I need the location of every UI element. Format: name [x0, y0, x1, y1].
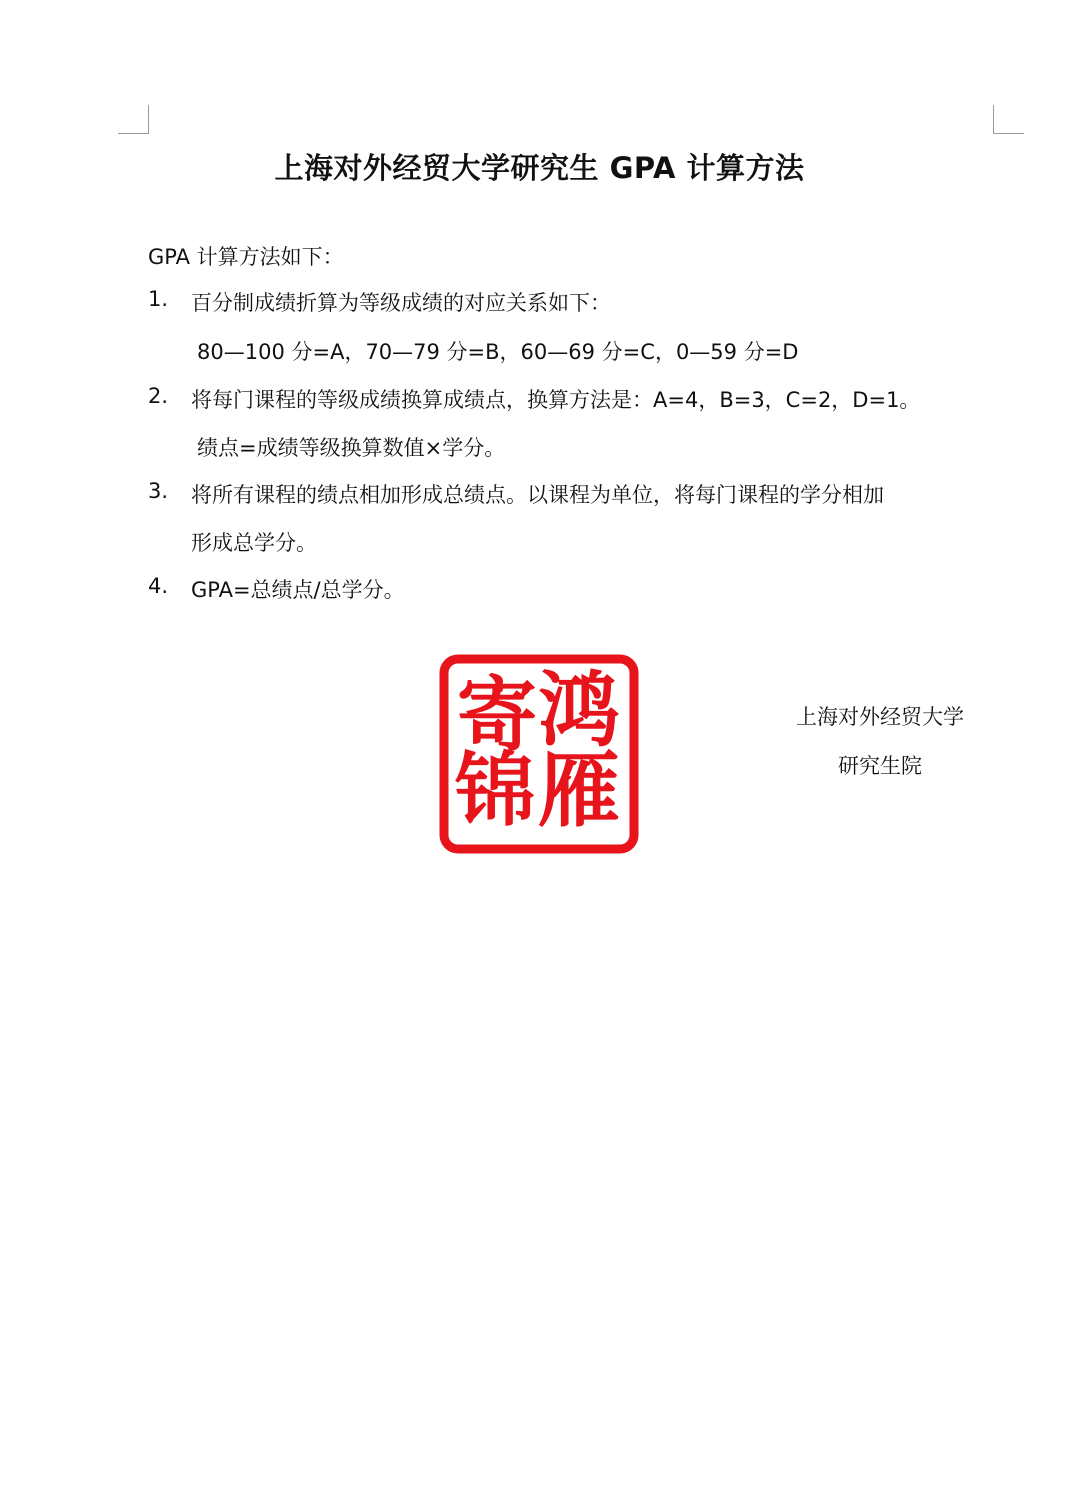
list-item-number: 4.	[148, 574, 169, 598]
seal-character-top-left: 寄	[457, 667, 537, 762]
list-item-line: 百分制成绩折算为等级成绩的对应关系如下：	[191, 291, 611, 315]
list-item-number: 1.	[148, 287, 169, 311]
seal-character-top-right: 鸿	[537, 662, 621, 759]
list-item-line: 形成总学分。	[191, 531, 317, 555]
list-item-line: 绩点=成绩等级换算数值×学分。	[197, 436, 506, 460]
list-item-number: 2.	[148, 384, 169, 408]
list-item-line: 80—100 分=A，70—79 分=B，60—69 分=C，0—59 分=D	[197, 340, 799, 364]
list-item-line: 将每门课程的等级成绩换算成绩点，换算方法是：A=4，B=3，C=2，D=1。	[191, 388, 921, 412]
document-title: 上海对外经贸大学研究生 GPA 计算方法	[274, 151, 805, 185]
list-item-line: 将所有课程的绩点相加形成总绩点。以课程为单位，将每门课程的学分相加	[191, 483, 884, 507]
seal-character-bottom-left: 锦	[455, 742, 535, 837]
crop-mark-top-left	[118, 105, 149, 134]
intro-text: GPA 计算方法如下：	[148, 245, 344, 269]
crop-mark-top-right	[993, 105, 1024, 134]
signature-university: 上海对外经贸大学	[796, 705, 964, 729]
seal-stamp	[439, 654, 639, 854]
list-item-number: 3.	[148, 479, 169, 503]
seal-character-bottom-right: 雁	[537, 742, 621, 839]
list-item-line: GPA=总绩点/总学分。	[191, 578, 405, 602]
signature-department: 研究生院	[838, 754, 922, 778]
